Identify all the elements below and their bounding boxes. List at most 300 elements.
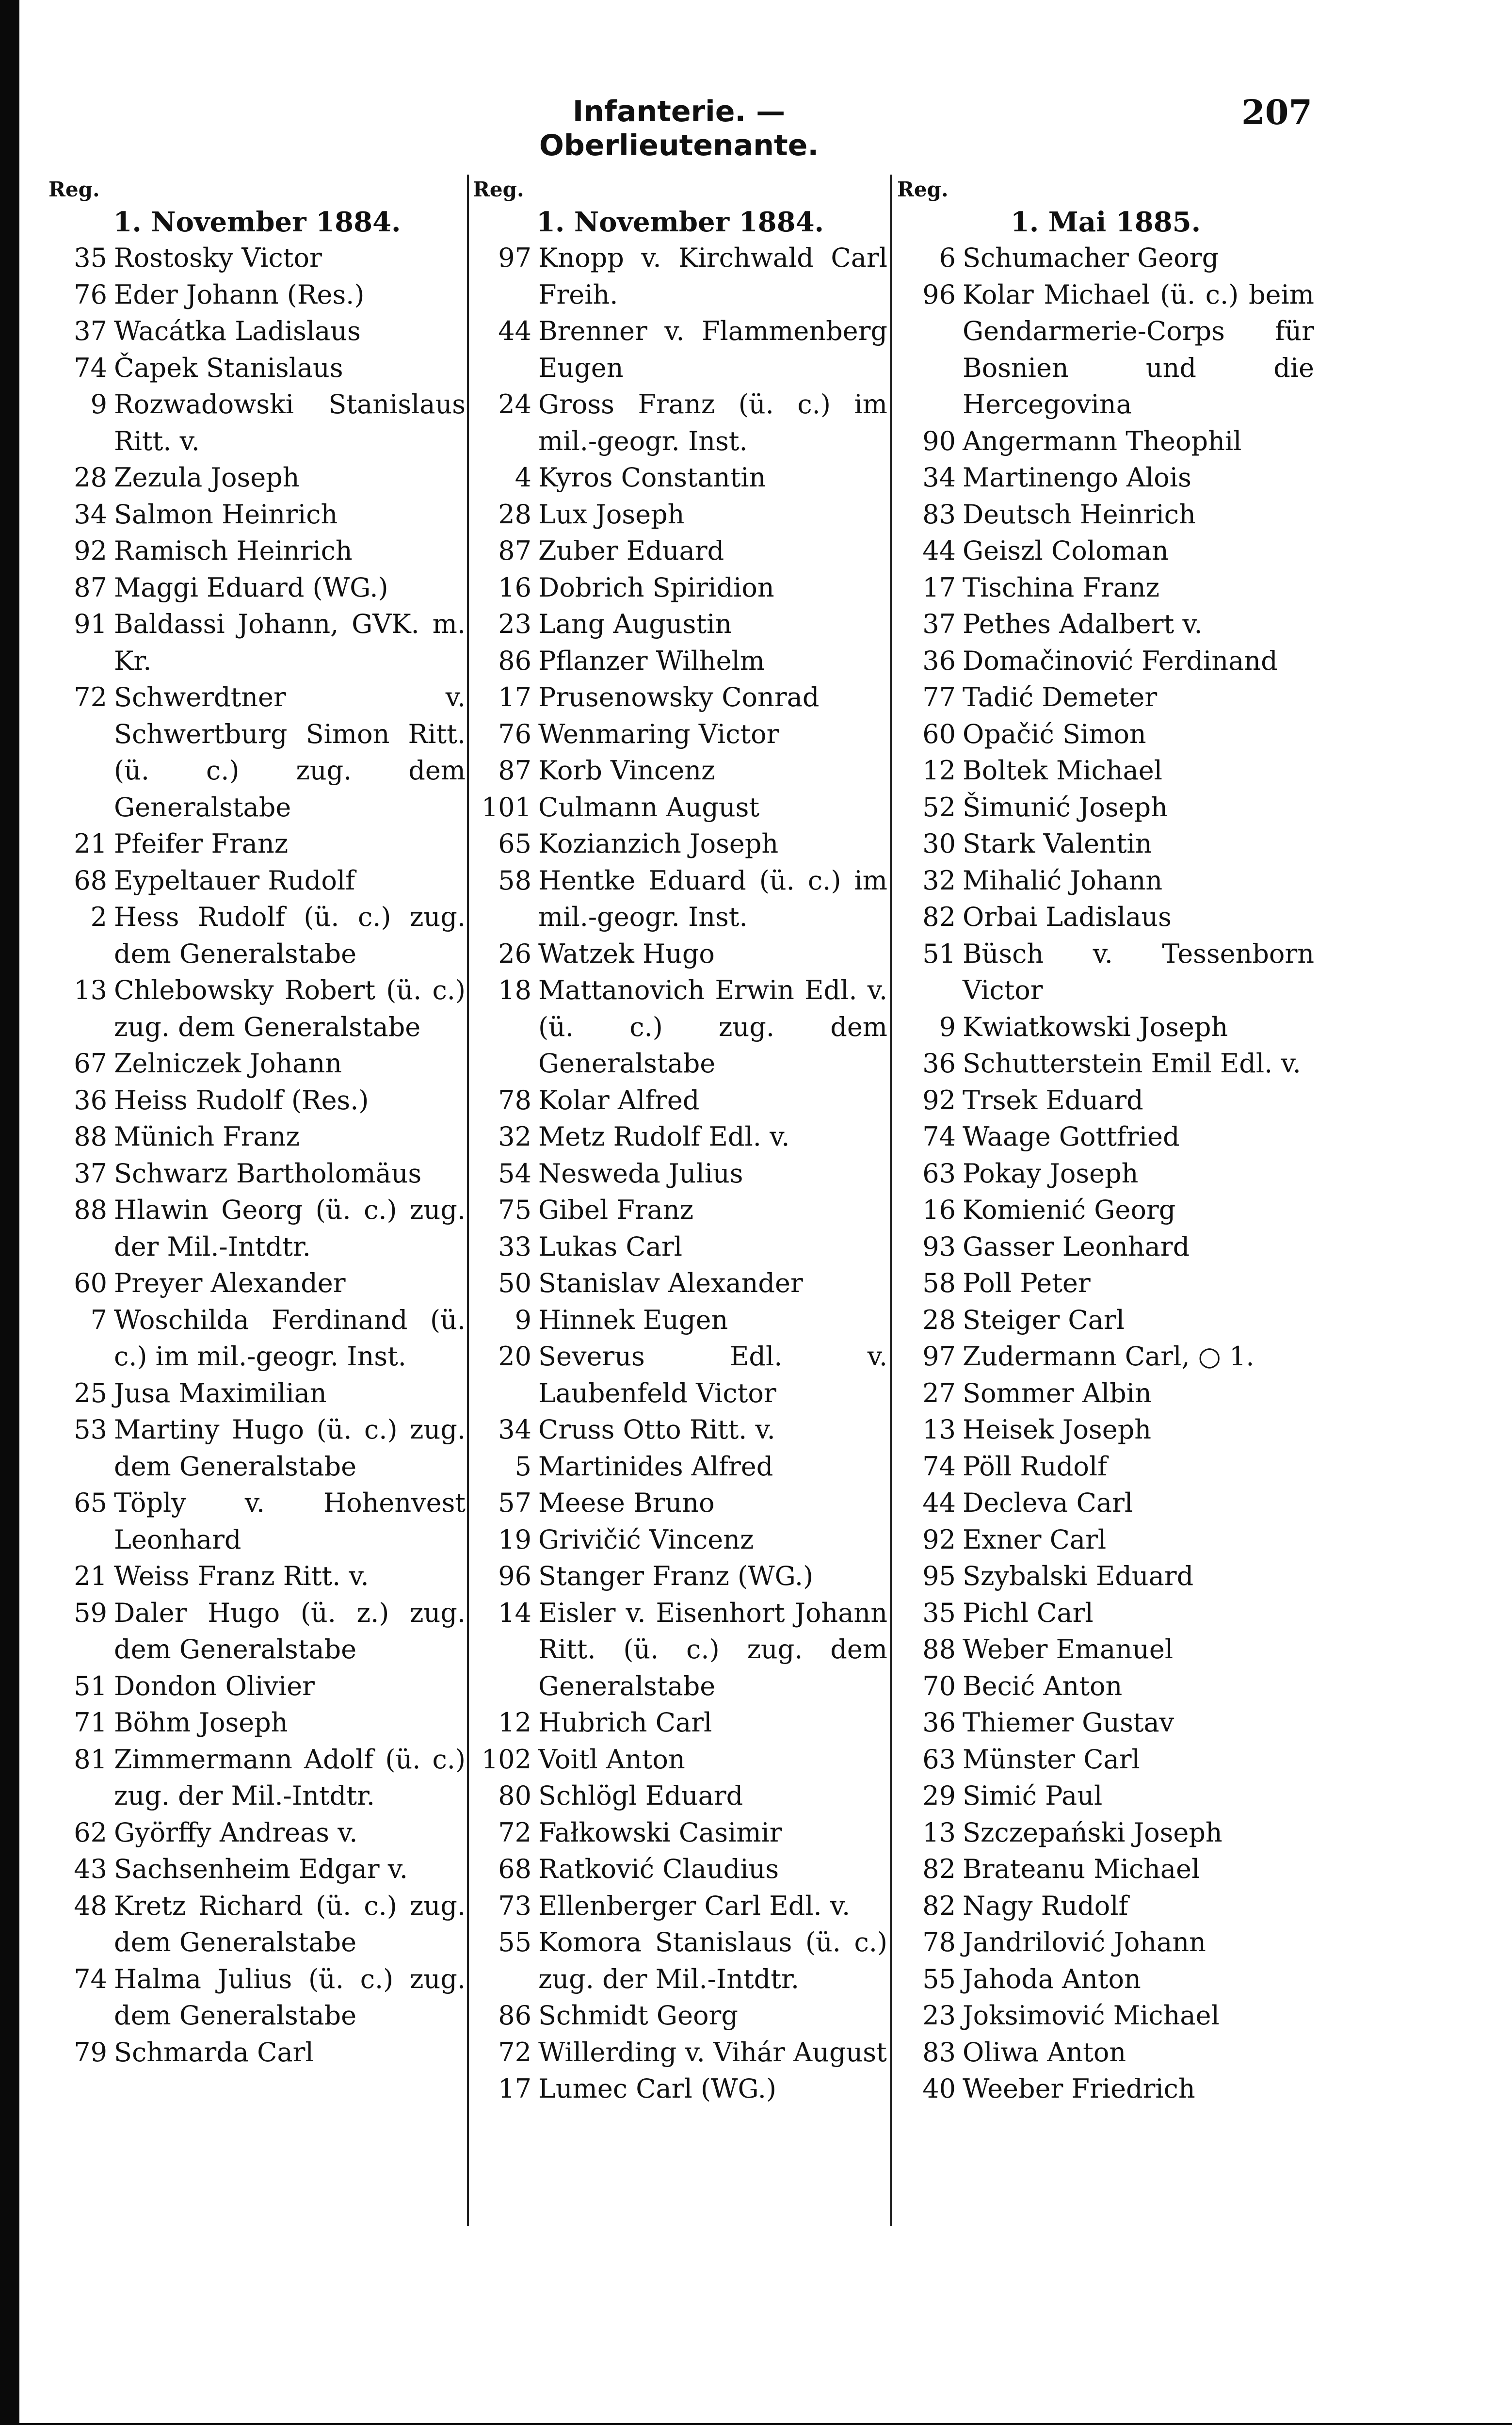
- officer-name: Zelniczek Johann: [114, 1048, 342, 1079]
- officer-name: Pichl Carl: [963, 1597, 1094, 1628]
- officer-name: Daler Hugo (ü. z.) zug. dem Generalstabe: [114, 1597, 466, 1665]
- officer-name: Simić Paul: [963, 1780, 1103, 1811]
- regiment-number: 74: [922, 1121, 956, 1152]
- officer-name: Poll Peter: [963, 1268, 1091, 1298]
- officer-name: Dobrich Spiridion: [538, 572, 774, 603]
- officer-name: Heisek Joseph: [963, 1414, 1152, 1445]
- officer-name: Stanger Franz (WG.): [538, 1561, 814, 1591]
- officer-name: Weiss Franz Ritt. v.: [114, 1561, 369, 1591]
- officer-name: Willerding v. Vihár August: [538, 2037, 887, 2068]
- list-item: [48, 1411, 466, 1485]
- officer-name: Grivičić Vincenz: [538, 1524, 754, 1555]
- regiment-number: 32: [922, 865, 956, 896]
- list-item: [473, 606, 887, 643]
- list-column-1: [48, 175, 466, 2070]
- officer-name: Severus Edl. v. Laubenfeld Victor: [538, 1341, 887, 1408]
- officer-name: Hlawin Georg (ü. c.) zug. der Mil.-Intdtr.: [114, 1195, 466, 1262]
- list-item: [473, 1814, 887, 1851]
- list-item: [48, 1192, 466, 1265]
- list-item: [897, 1997, 1314, 2034]
- officer-name: Stark Valentin: [963, 828, 1152, 859]
- column-rule: [467, 175, 469, 2226]
- list-item: [473, 1338, 887, 1411]
- regiment-number: 88: [74, 1121, 107, 1152]
- list-item: [897, 1521, 1314, 1558]
- column-date-heading: 1. Mai 1885.: [1010, 206, 1201, 238]
- officer-name: Schwarz Bartholomäus: [114, 1158, 422, 1189]
- regiment-number: 87: [498, 755, 531, 786]
- list-item: [897, 1814, 1314, 1851]
- list-item: [48, 1118, 466, 1155]
- officer-name: Schmidt Georg: [538, 2000, 738, 2031]
- officer-name: Opačić Simon: [963, 718, 1146, 749]
- regiment-number: 59: [74, 1597, 107, 1628]
- officer-name: Eisler v. Eisenhort Johann Ritt. (ü. c.) zug. dem Generalstabe: [538, 1597, 887, 1701]
- regiment-number: 36: [74, 1084, 107, 1116]
- officer-name: Cruss Otto Ritt. v.: [538, 1414, 775, 1445]
- regiment-number: 63: [922, 1158, 956, 1189]
- list-item: [48, 1595, 466, 1668]
- list-item: [897, 643, 1314, 679]
- regiment-number: 92: [74, 535, 107, 566]
- regiment-number: 20: [498, 1341, 531, 1372]
- officer-name: Stanislav Alexander: [538, 1268, 803, 1298]
- list-item: [48, 679, 466, 825]
- officer-name: Kolar Michael (ü. c.) beim Gendarmerie-Corps für Bosnien und die Hercegovina: [963, 279, 1314, 420]
- list-item: [48, 1814, 466, 1851]
- list-item: [897, 1851, 1314, 1888]
- list-item: [897, 862, 1314, 899]
- officer-name: Domačinović Ferdinand: [963, 645, 1278, 676]
- officer-name: Kozianzich Joseph: [538, 828, 779, 859]
- regiment-number: 83: [922, 2037, 956, 2068]
- officer-name: Rostosky Victor: [114, 242, 322, 273]
- officer-name: Schutterstein Emil Edl. v.: [963, 1048, 1301, 1079]
- regiment-number: 9: [515, 1304, 531, 1335]
- officer-name: Mihalić Johann: [963, 865, 1163, 896]
- regiment-number: 101: [481, 792, 531, 823]
- officer-name: Lang Augustin: [538, 609, 732, 639]
- regiment-number: 86: [498, 645, 531, 676]
- list-item: [473, 1485, 887, 1521]
- list-item: [48, 972, 466, 1045]
- regiment-number: 35: [74, 242, 107, 273]
- column-rule: [890, 175, 892, 2226]
- regiment-number: 23: [922, 2000, 956, 2031]
- list-item: [897, 752, 1314, 789]
- regiment-number: 14: [498, 1597, 531, 1628]
- officer-name: Zezula Joseph: [114, 462, 300, 493]
- regiment-number: 78: [498, 1084, 531, 1116]
- regiment-number: 54: [498, 1158, 531, 1189]
- regiment-number: 13: [74, 975, 107, 1005]
- regiment-number: 97: [498, 242, 531, 273]
- list-item: [473, 240, 887, 313]
- regiment-number: 82: [922, 1890, 956, 1921]
- regiment-number: 4: [515, 462, 531, 493]
- officer-name: Kyros Constantin: [538, 462, 766, 493]
- officer-name: Rozwadowski Stanislaus Ritt. v.: [114, 389, 466, 456]
- officer-name: Baldassi Johann, GVK. m. Kr.: [114, 609, 466, 676]
- regiment-number: 23: [498, 609, 531, 639]
- officer-name: Sachsenheim Edgar v.: [114, 1854, 408, 1884]
- list-column-3: [897, 175, 1314, 2107]
- officer-name: Schwerdtner v. Schwertburg Simon Ritt. (ü. c.) zug. dem Generalstabe: [114, 682, 466, 823]
- officer-name: Boltek Michael: [963, 755, 1163, 786]
- regiment-number: 16: [922, 1195, 956, 1225]
- officer-name: Hentke Eduard (ü. c.) im mil.-geogr. Inst.: [538, 865, 887, 932]
- list-item: [473, 1082, 887, 1119]
- officer-name: Heiss Rudolf (Res.): [114, 1084, 369, 1116]
- list-item: [897, 936, 1314, 1009]
- officer-name: Steiger Carl: [963, 1304, 1125, 1335]
- regiment-number: 75: [498, 1195, 531, 1225]
- regiment-number: 88: [74, 1195, 107, 1225]
- regiment-number: 51: [922, 938, 956, 969]
- regiment-number: 28: [74, 462, 107, 493]
- officer-name: Halma Julius (ü. c.) zug. dem Generalstabe: [114, 1963, 466, 2031]
- list-item: [897, 496, 1314, 533]
- regiment-number: 17: [498, 682, 531, 712]
- list-item: [48, 1045, 466, 1082]
- list-item: [48, 1888, 466, 1961]
- officer-name: Pfeifer Franz: [114, 828, 289, 859]
- officer-name: Jandrilović Johann: [963, 1927, 1206, 1957]
- list-item: [473, 2070, 887, 2107]
- list-item: [473, 1558, 887, 1595]
- regiment-number: 50: [498, 1268, 531, 1298]
- regiment-number: 29: [922, 1780, 956, 1811]
- officer-name: Chlebowsky Robert (ü. c.) zug. dem Generalstabe: [114, 975, 466, 1042]
- regiment-number: 68: [498, 1854, 531, 1884]
- list-item: [48, 313, 466, 350]
- officer-name: Thiemer Gustav: [963, 1707, 1174, 1738]
- regiment-number: 32: [498, 1121, 531, 1152]
- list-item: [48, 1302, 466, 1375]
- regiment-number: 92: [922, 1084, 956, 1116]
- regiment-number: 68: [74, 865, 107, 896]
- list-item: [48, 276, 466, 313]
- regiment-number: 96: [498, 1561, 531, 1591]
- scan-border-left: [0, 0, 19, 2425]
- list-item: [473, 789, 887, 826]
- list-item: [897, 1338, 1314, 1375]
- regiment-number: 81: [74, 1744, 107, 1775]
- list-item: [473, 2034, 887, 2071]
- officer-name: Györffy Andreas v.: [114, 1817, 358, 1848]
- regiment-number: 83: [922, 499, 956, 530]
- list-item: [48, 1961, 466, 2034]
- list-item: [473, 1924, 887, 1997]
- regiment-number: 34: [74, 499, 107, 530]
- list-column-2: [473, 175, 887, 2107]
- list-item: [473, 825, 887, 862]
- list-item: [473, 972, 887, 1082]
- list-item: [897, 240, 1314, 276]
- regiment-number: 36: [922, 1707, 956, 1738]
- regiment-number: 74: [922, 1451, 956, 1482]
- officer-name: Waage Gottfried: [963, 1121, 1180, 1152]
- regiment-number: 78: [922, 1927, 956, 1957]
- regiment-number: 21: [74, 1561, 107, 1591]
- officer-name: Hubrich Carl: [538, 1707, 712, 1738]
- list-item: [897, 1118, 1314, 1155]
- list-item: [48, 533, 466, 569]
- officer-name: Ramisch Heinrich: [114, 535, 353, 566]
- regiment-number: 97: [922, 1341, 956, 1372]
- officer-name: Münich Franz: [114, 1121, 300, 1152]
- list-item: [897, 569, 1314, 606]
- list-item: [897, 1668, 1314, 1705]
- list-item: [48, 1704, 466, 1741]
- list-item: [897, 423, 1314, 460]
- officer-name: Gasser Leonhard: [963, 1231, 1190, 1262]
- regiment-number: 90: [922, 425, 956, 456]
- column-date-heading: 1. November 1884.: [536, 206, 824, 238]
- officer-name: Woschilda Ferdinand (ü. c.) im mil.-geogr. Inst.: [114, 1304, 466, 1372]
- list-item: [473, 1778, 887, 1814]
- list-item: [897, 533, 1314, 569]
- officer-name: Tischina Franz: [963, 572, 1160, 603]
- regiment-number: 63: [922, 1744, 956, 1775]
- regiment-number: 79: [74, 2037, 107, 2068]
- officer-name: Dondon Olivier: [114, 1670, 315, 1701]
- list-item: [48, 862, 466, 899]
- list-item: [897, 2070, 1314, 2107]
- list-item: [897, 1265, 1314, 1302]
- regiment-number: 57: [498, 1487, 531, 1518]
- officer-name: Joksimović Michael: [963, 2000, 1220, 2031]
- officer-name: Angermann Theophil: [963, 425, 1242, 456]
- officer-name: Gibel Franz: [538, 1195, 694, 1225]
- list-item: [897, 1595, 1314, 1632]
- officer-name: Komora Stanislaus (ü. c.) zug. der Mil.-Intdtr.: [538, 1927, 887, 1994]
- regiment-number: 52: [922, 792, 956, 823]
- list-item: [473, 569, 887, 606]
- list-item: [48, 350, 466, 387]
- list-item: [473, 533, 887, 569]
- regiment-number: 76: [74, 279, 107, 310]
- regiment-number: 58: [498, 865, 531, 896]
- officer-name: Pethes Adalbert v.: [963, 609, 1203, 639]
- regiment-number: 12: [498, 1707, 531, 1738]
- list-item: [473, 1265, 887, 1302]
- list-item: [48, 899, 466, 972]
- officer-name: Zimmermann Adolf (ü. c.) zug. der Mil.-Intdtr.: [114, 1744, 466, 1811]
- list-item: [48, 386, 466, 459]
- regiment-number: 37: [74, 316, 107, 346]
- list-item: [897, 1485, 1314, 1521]
- regiment-number: 13: [922, 1817, 956, 1848]
- list-item: [473, 1888, 887, 1924]
- list-item: [897, 1375, 1314, 1412]
- officer-name: Münster Carl: [963, 1744, 1140, 1775]
- regiment-number: 30: [922, 828, 956, 859]
- regiment-number: 55: [922, 1963, 956, 1994]
- regiment-number: 9: [90, 389, 107, 420]
- officer-name: Pokay Joseph: [963, 1158, 1139, 1189]
- officer-name: Ellenberger Carl Edl. v.: [538, 1890, 851, 1921]
- officer-name: Eder Johann (Res.): [114, 279, 365, 310]
- regiment-number: 43: [74, 1854, 107, 1884]
- regiment-number: 16: [498, 572, 531, 603]
- list-item: [897, 1631, 1314, 1668]
- regiment-number: 19: [498, 1524, 531, 1555]
- regiment-number: 28: [922, 1304, 956, 1335]
- list-item: [897, 1411, 1314, 1448]
- list-item: [897, 2034, 1314, 2071]
- regiment-number: 60: [922, 718, 956, 749]
- list-item: [473, 936, 887, 972]
- officer-name: Oliwa Anton: [963, 2037, 1126, 2068]
- list-item: [897, 1741, 1314, 1778]
- regiment-number: 88: [922, 1634, 956, 1665]
- regiment-number: 58: [922, 1268, 956, 1298]
- officer-name: Schumacher Georg: [963, 242, 1219, 273]
- officer-name: Jusa Maximilian: [114, 1377, 327, 1408]
- list-item: [897, 1558, 1314, 1595]
- list-item: [897, 679, 1314, 716]
- list-item: [897, 606, 1314, 643]
- list-item: [48, 1155, 466, 1192]
- list-item: [48, 606, 466, 679]
- regiment-number: 17: [922, 572, 956, 603]
- list-item: [473, 1851, 887, 1888]
- list-item: [897, 1229, 1314, 1265]
- regiment-number: 74: [74, 352, 107, 383]
- list-item: [473, 643, 887, 679]
- regiment-number: 91: [74, 609, 107, 639]
- officer-name: Lukas Carl: [538, 1231, 683, 1262]
- officer-name: Martinides Alfred: [538, 1451, 773, 1482]
- officer-name: Wenmaring Victor: [538, 718, 779, 749]
- officer-name: Kwiatkowski Joseph: [963, 1011, 1228, 1042]
- officer-name: Martinengo Alois: [963, 462, 1191, 493]
- regiment-number: 74: [74, 1963, 107, 1994]
- scan-border-bottom: [0, 2423, 1512, 2425]
- officer-name: Wacátka Ladislaus: [114, 316, 361, 346]
- officer-name: Čapek Stanislaus: [114, 352, 343, 383]
- regiment-number: 87: [498, 535, 531, 566]
- regiment-number: 34: [498, 1414, 531, 1445]
- officer-name: Pflanzer Wilhelm: [538, 645, 765, 676]
- officer-name: Komienić Georg: [963, 1195, 1176, 1225]
- regiment-number: 13: [922, 1414, 956, 1445]
- list-item: [473, 1595, 887, 1705]
- regiment-number: 5: [515, 1451, 531, 1482]
- regiment-number: 44: [922, 535, 956, 566]
- regiment-number: 48: [74, 1890, 107, 1921]
- column-label: Reg.: [48, 178, 100, 201]
- officer-name: Hinnek Eugen: [538, 1304, 728, 1335]
- regiment-number: 65: [498, 828, 531, 859]
- regiment-number: 37: [74, 1158, 107, 1189]
- regiment-number: 21: [74, 828, 107, 859]
- list-item: [897, 1961, 1314, 1998]
- entry-list: [897, 240, 1314, 2107]
- officer-name: Korb Vincenz: [538, 755, 715, 786]
- officer-name: Decleva Carl: [963, 1487, 1133, 1518]
- list-item: [473, 459, 887, 496]
- column-label: Reg.: [473, 178, 524, 201]
- list-item: [473, 1155, 887, 1192]
- officer-name: Kretz Richard (ü. c.) zug. dem Generalstabe: [114, 1890, 466, 1957]
- officer-name: Salmon Heinrich: [114, 499, 338, 530]
- officer-name: Culmann August: [538, 792, 760, 823]
- officer-name: Hess Rudolf (ü. c.) zug. dem Generalstabe: [114, 902, 466, 969]
- regiment-number: 70: [922, 1670, 956, 1701]
- list-item: [897, 1888, 1314, 1924]
- list-item: [48, 1741, 466, 1814]
- officer-name: Weber Emanuel: [963, 1634, 1174, 1665]
- regiment-number: 72: [74, 682, 107, 712]
- regiment-number: 82: [922, 902, 956, 932]
- regiment-number: 9: [939, 1011, 956, 1042]
- list-item: [48, 240, 466, 276]
- regiment-number: 53: [74, 1414, 107, 1445]
- regiment-number: 44: [922, 1487, 956, 1518]
- list-item: [897, 459, 1314, 496]
- officer-name: Schmarda Carl: [114, 2037, 314, 2068]
- list-item: [48, 2034, 466, 2071]
- regiment-number: 33: [498, 1231, 531, 1262]
- officer-name: Exner Carl: [963, 1524, 1107, 1555]
- regiment-number: 36: [922, 645, 956, 676]
- officer-name: Watzek Hugo: [538, 938, 715, 969]
- officer-name: Becić Anton: [963, 1670, 1123, 1701]
- list-item: [897, 1045, 1314, 1082]
- officer-name: Martiny Hugo (ü. c.) zug. dem Generalstabe: [114, 1414, 466, 1482]
- list-item: [473, 496, 887, 533]
- regiment-number: 34: [922, 462, 956, 493]
- officer-name: Mattanovich Erwin Edl. v. (ü. c.) zug. dem Generalstabe: [538, 975, 887, 1079]
- entry-list: [48, 240, 466, 2070]
- officer-name: Nesweda Julius: [538, 1158, 743, 1189]
- list-item: [48, 1082, 466, 1119]
- regiment-number: 26: [498, 938, 531, 969]
- list-item: [897, 1778, 1314, 1814]
- page-number: 207: [1241, 92, 1313, 132]
- officer-name: Ratković Claudius: [538, 1854, 779, 1884]
- list-item: [473, 386, 887, 459]
- officer-name: Lux Joseph: [538, 499, 685, 530]
- list-item: [48, 1265, 466, 1302]
- officer-name: Weeber Friedrich: [963, 2073, 1195, 2104]
- list-item: [897, 276, 1314, 423]
- list-item: [473, 313, 887, 386]
- regiment-number: 102: [481, 1744, 531, 1775]
- regiment-number: 87: [74, 572, 107, 603]
- officer-name: Szybalski Eduard: [963, 1561, 1194, 1591]
- officer-name: Nagy Rudolf: [963, 1890, 1128, 1921]
- list-item: [897, 1704, 1314, 1741]
- regiment-number: 24: [498, 389, 531, 420]
- list-item: [897, 899, 1314, 936]
- regiment-number: 17: [498, 2073, 531, 2104]
- regiment-number: 12: [922, 755, 956, 786]
- regiment-number: 51: [74, 1670, 107, 1701]
- officer-name: Metz Rudolf Edl. v.: [538, 1121, 790, 1152]
- regiment-number: 27: [922, 1377, 956, 1408]
- officer-name: Fałkowski Casimir: [538, 1817, 782, 1848]
- regiment-number: 25: [74, 1377, 107, 1408]
- list-item: [473, 1741, 887, 1778]
- list-item: [48, 459, 466, 496]
- list-item: [473, 679, 887, 716]
- list-item: [473, 752, 887, 789]
- officer-name: Lumec Carl (WG.): [538, 2073, 776, 2104]
- list-item: [473, 1448, 887, 1485]
